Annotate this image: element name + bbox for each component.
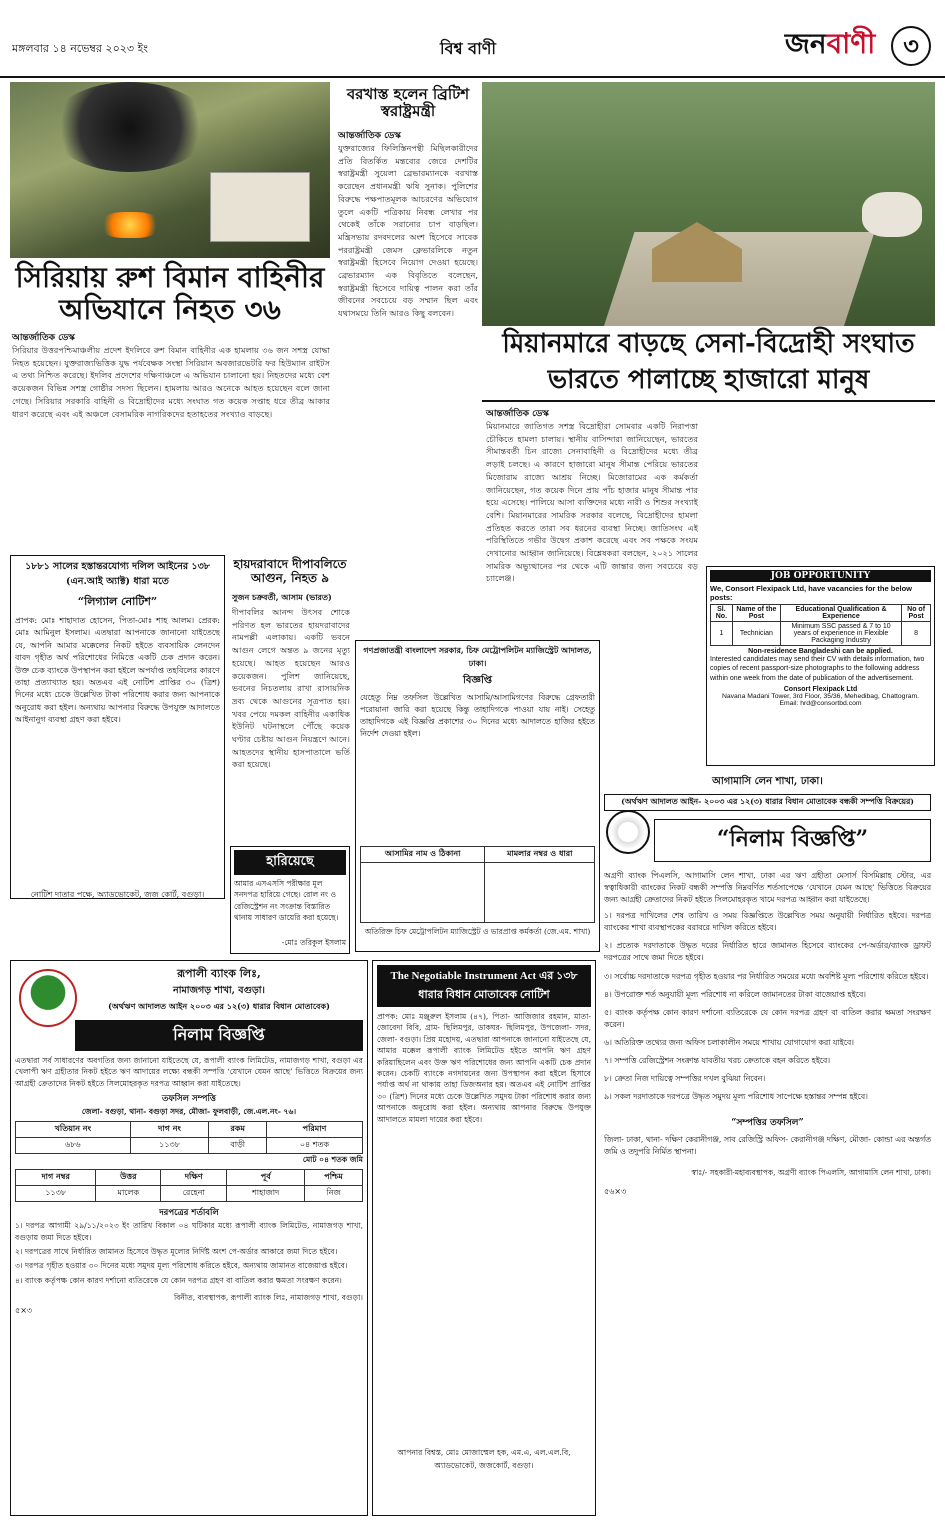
auction-signature: স্বাঃ/- সহকারী-মহাব্যবস্থাপক, অগ্রণী ব্যাংক পিএলসি, আগামাসি লেন শাখা, ঢাকা। — [691, 1168, 931, 1178]
condition-item: ৬। অতিরিক্ত তথ্যের জন্য অফিস চলাকালীন সময়ে শাখায় যোগাযোগ করা যাইবে। — [604, 1037, 854, 1047]
table-header: দক্ষিণ — [161, 1170, 227, 1186]
building — [210, 172, 310, 242]
syria-airstrike-photo — [10, 82, 330, 258]
term-item: ৪। ব্যাংক কর্তৃপক্ষ কোন কারণ দর্শানো ব্যতিরেকে যে কোন দরপত্র গ্রহণ বা বাতিল করার ক্ষমতা সংরক্ষণ করেন। — [15, 1275, 342, 1285]
logo-part-a: জন — [784, 27, 827, 60]
table-cell: রেহেনা — [161, 1186, 227, 1202]
job-email: Email: hrd@consortbd.com — [779, 700, 862, 708]
ni-act-body: প্রাপক: মোঃ মঞ্জুরুল ইসলাম (৪৭), পিতা- আজিজার রহমান, মাতা- জোবেদা বিবি, গ্রাম- ছিলিমপুর, ডাকঘর- ছিলিমপুর, উপজেলা- সদর, জেলা- বগুড়া। প্রিয় মহোদয়, এতদ্বারা আপনাকে জানানো যাইতেছে যে, আমার মক্কেল রূপালী ব্যাংক লিমিটেড হইতে আপনি ঋণ গ্রহণ করিয়াছিলেন এবং উক্ত ঋণ পরিশোধের জন্য আপনি একটি চেক প্রদান করেন। চেকটি ব্যাংকে নগদায়নের জন্য উপস্থাপন করা হইলে হিসাবে পর্যাপ্ত অর্থ না থাকায় তাহা ডিজঅনার হয়। অতএব এই নোটিশ প্রাপ্তির ৩০ (ত্রিশ) দিনের মধ্যে চেকে উল্লেখিত সমুদয় টাকা পরিশোধ করার জন্য আপনাকে অনুরোধ করা হইল। অন্যথায় আপনার বিরুদ্ধে উপযুক্ত আদালতে মামলা দায়ের করা হইবে। — [377, 1012, 591, 1124]
table-cell: ০৪ শতক — [267, 1138, 363, 1154]
auction-conditions — [604, 910, 931, 1103]
job-col-sl: Sl. No. — [711, 605, 733, 622]
rupali-terms — [15, 1220, 363, 1286]
rupali-body: এতদ্বারা সর্ব সাধারণের অবগতির জন্য জানানো যাইতেছে যে, রূপালী ব্যাংক লিমিটেড, নামাজগড় শাখা, বগুড়া এর খেলাপী ঋণ গ্রহীতার নিকট হইতে ঋণ আদায়ের লক্ষ্যে বন্ধকী সম্পত্তি ‘যেখানে যেমন আছে’ ভিত্তিতে বিক্রয়ের জন্য আগ্রহী ক্রেতাদের নিকট হইতে সিলমোহরকৃত দরপত্র আহ্বান করা যাইতেছে। — [15, 1056, 363, 1088]
rupali-district: জেলা- বগুড়া, থানা- বগুড়া সদর, মৌজা- ফুলবাড়ী, জে.এল.নং- ৭৬। — [81, 1107, 297, 1117]
table-header: পূর্ব — [227, 1170, 305, 1186]
job-company: Consort Flexipack Ltd — [783, 686, 858, 694]
uk-desk: আন্তর্জাতিক ডেস্ক — [338, 131, 401, 141]
table-cell — [485, 863, 595, 923]
condition-item: ৮। ক্রেতা নিজ দায়িত্বে সম্পত্তির দখল বুঝিয়া নিবেন। — [604, 1074, 766, 1084]
lost-notice-title: হারিয়েছে — [234, 850, 346, 875]
job-address: Navana Madani Tower, 3rd Floor, 35/36, Mehedibag, Chattogram. — [721, 693, 920, 701]
table-header: উত্তর — [96, 1170, 161, 1186]
job-col-count: No of Post — [902, 605, 931, 622]
newspaper-logo — [785, 22, 931, 69]
lost-notice-name: -মোঃ তরিকুল ইসলাম — [281, 938, 346, 947]
auction-act: (অর্থঋণ আদালত আইন- ২০০৩ এর ১২(৩) ধারার বিধান মোতাবেক বন্ধকী সম্পত্তি বিক্রয়ের) — [604, 794, 931, 811]
lost-notice-box — [230, 846, 350, 954]
legal-notice-footer: নোটিশ দাতার পক্ষে, অ্যাডভোকেট, জজ কোর্ট, বগুড়া। — [30, 890, 205, 899]
uk-body: যুক্তরাজ্যের ফিলিস্তিনপন্থী মিছিলকারীদের প্রতি বিতর্কিত মন্তব্যের জেরে দেশটির স্বরাষ্ট্রমন্ত্রী সুয়েলা ব্রেভারম্যানকে বরখাস্ত করেছেন প্রধানমন্ত্রী ঋষি সুনাক। পুলিশের বিরুদ্ধে পক্ষপাতমূলক আচরণের অভিযোগ তুলে একটি পত্রিকায় নিবন্ধ লেখার পর থেকেই তাঁকে সরানোর চাপ বাড়ছিল। মন্ত্রিসভায় রদবদলের অংশ হিসেবে সাবেক পররাষ্ট্রমন্ত্রী জেমস ক্লেভারলিকে নতুন স্বরাষ্ট্রমন্ত্রী হিসেবে নিয়োগ দেওয়া হয়েছে। ব্রেভারম্যান এক বিবৃতিতে বলেছেন, স্বরাষ্ট্রমন্ত্রী হিসেবে দায়িত্ব পালন করা তাঁর জীবনের সবচেয়ে বড় সম্মান ছিল এবং যথাসময়ে তিনি আরও কিছু বলবেন। — [338, 143, 478, 319]
court-name: গণপ্রজাতন্ত্রী বাংলাদেশ সরকার, চিফ মেট্রোপলিটন ম্যাজিস্ট্রেট আদালত, ঢাকা। — [363, 645, 592, 668]
ni-act-notice-box — [372, 960, 596, 1516]
syria-body: সিরিয়ার উত্তরপশ্চিমাঞ্চলীয় প্রদেশ ইদলিবে রুশ বিমান বাহিনীর এক হামলায় ৩৬ জন সশস্ত্র যোদ্ধা নিহত হয়েছেন। যুক্তরাজ্যভিত্তিক যুদ্ধ পর্যবেক্ষক সংস্থা সিরিয়ান অবজারভেটরি ফর হিউম্যান রাইটস এ তথ্য নিশ্চিত করেছে। ইদলিব প্রদেশের দক্ষিণাঞ্চলে এ অভিযান চালানো হয়। নিহতদের মধ্যে বেশ কয়েকজন বিভিন্ন সশস্ত্র গোষ্ঠীর সদস্য ছিলেন। হামলায় আরও অনেকে আহত হয়েছেন বলে জানা গেছে। সিরিয়ার সরকারি বাহিনী ও বিদ্রোহীদের মধ্যে সংঘাত গত কয়েক সপ্তাহ ধরে তীব্র আকার ধারণ করেছে এবং এই অঞ্চলে বেসামরিক নাগরিকদের হতাহতের সংখ্যাও বাড়ছে। — [12, 345, 330, 419]
term-item: ২। দরপত্রের সাথে নির্ধারিত জামানত হিসেবে উদ্ধৃত মূল্যের নির্দিষ্ট অংশ পে-অর্ডার আকারে জমা দিতে হইবে। — [15, 1246, 338, 1256]
court-signature: অতিরিক্ত চিফ মেট্রোপলিটন ম্যাজিস্ট্রেট ও ভারপ্রাপ্ত কর্মকর্তা (জে.এম. শাখা) — [364, 927, 591, 936]
table-header: আসামির নাম ও ঠিকানা — [361, 847, 485, 863]
court-notice-body: যেহেতু নিম্ন তফসিল উল্লেখিত আসামি/আসামিগণের বিরুদ্ধে গ্রেফতারী পরোয়ানা জারি করা হয়েছে কিন্তু তাহাদিগকে পাওয়া যায় নাই। সেহেতু তাহাদিগকে এই বিজ্ঞপ্তি প্রকাশের ৩০ দিনের মধ্যে আদালতে হাজির হইতে নির্দেশ দেওয়া হইল। — [360, 693, 595, 739]
table-cell: ১১৩৮ — [130, 1138, 209, 1154]
rupali-schedule-title: তফসিল সম্পত্তি — [162, 1094, 216, 1105]
rupali-terms-title: দরপত্রের শর্তাবলি — [159, 1208, 219, 1219]
job-cell-post: Technician — [732, 622, 780, 646]
fire-flame — [100, 212, 160, 238]
job-intro: We, Consort Flexipack Ltd, have vacancies for the below posts: — [710, 584, 913, 602]
job-instructions: Interested candidates may send their CV with details information, two copies of recent passport-size photographs to the following address within one week from the date of publication of the advertisement. — [710, 656, 925, 682]
job-cell-sl: 1 — [711, 622, 733, 646]
section-title: বিশ্ব বাণী — [440, 39, 496, 58]
myanmar-body: মিয়ানমারে জাতিগত সশস্ত্র বিদ্রোহীরা সোমবার একটি নিরাপত্তা চৌকিতে হামলা চালায়। স্থানীয় বাসিন্দারা জানিয়েছেন, ভারতের সীমান্তবর্তী চিন রাজ্যে সেনাবাহিনী ও বিদ্রোহীদের মধ্যে তীব্র লড়াই চলছে। এ কারণে হাজারো মানুষ সীমান্ত পেরিয়ে ভারতের মিজোরাম রাজ্যে আশ্রয় নিচ্ছে। মিজোরামের এক কর্মকর্তা জানিয়েছেন, গত কয়েক দিনে প্রায় পাঁচ হাজার মানুষ সীমান্ত পার হয়ে এসেছে। পালিয়ে আসা ব্যক্তিদের মধ্যে নারী ও শিশুর সংখ্যাই বেশি। মিয়ানমারের সামরিক সরকার বলেছে, বিদ্রোহীদের হামলা প্রতিহত করতে তারা সব ধরনের ব্যবস্থা নিচ্ছে। জাতিসংঘ এই পরিস্থিতিতে গভীর উদ্বেগ প্রকাশ করেছে এবং সব পক্ষকে সংযম দেখানোর আহ্বান জানিয়েছে। বিশ্লেষকরা বলছেন, ২০২১ সালের সামরিক অভ্যুত্থানের পর থেকে এটি জান্তার জন্য সবচেয়ে বড় চ্যালেঞ্জ। — [486, 421, 698, 584]
table-header: পরিমাণ — [267, 1122, 363, 1138]
condition-item: ২। প্রত্যেক দরদাতাকে উদ্ধৃত দরের নির্ধারিত হারে জামানত হিসেবে ব্যাংকের পে-অর্ডার/ব্যাংক ড্রাফট দরপত্রের সাথে জমা দিতে হইবে। — [604, 941, 931, 963]
table-cell: মালেক — [96, 1186, 161, 1202]
divider — [482, 400, 935, 402]
rupali-total: মোট ০৪ শতক জমি — [302, 1155, 363, 1165]
rupali-boundary-table — [15, 1169, 363, 1202]
hyderabad-byline: সুজন চক্রবর্তী, আসাম (ভারত) — [232, 592, 332, 602]
table-cell: শাহাজাদ — [227, 1186, 305, 1202]
carried-sack — [862, 192, 922, 237]
myanmar-headline-2: ভারতে পালাচ্ছে হাজারো মানুষ — [547, 365, 870, 395]
auction-big-box — [600, 770, 935, 1514]
court-notice-title: বিজ্ঞপ্তি — [462, 675, 493, 686]
auction-branch: আগামাসি লেন শাখা, ঢাকা। — [712, 776, 823, 787]
issue-date: মঙ্গলবার ১৪ নভেম্বর ২০২৩ ইং — [12, 42, 149, 55]
court-notice-box — [355, 640, 600, 952]
legal-notice-box — [10, 555, 225, 899]
job-banner: JOB OPPORTUNITY — [710, 570, 931, 582]
condition-item: ৯। সকল দরদাতাকে দরপত্রে উদ্ধৃত সমুদয় মূল্য পরিশোধ সাপেক্ষে হস্তান্তর সম্পন্ন হইবে। — [604, 1092, 868, 1102]
job-table — [710, 604, 931, 646]
myanmar-desk: আন্তর্জাতিক ডেস্ক — [486, 409, 549, 419]
smoke-cloud — [50, 82, 210, 172]
page-number: ৩ — [891, 26, 931, 66]
rupali-bank-name: রূপালী ব্যাংক লিঃ, — [177, 967, 261, 980]
rupali-auction-box — [10, 960, 368, 1516]
uk-headline: বরখাস্ত হলেন ব্রিটিশ স্বরাষ্ট্রমন্ত্রী — [346, 85, 470, 121]
condition-item: ৪। উপরোক্ত শর্ত অনুযায়ী মূল্য পরিশোধ না করিলে জামানতের টাকা বাজেয়াপ্ত হইবে। — [604, 989, 866, 999]
table-header: পশ্চিম — [305, 1170, 363, 1186]
rupali-page-code: ৫×৩ — [15, 1306, 33, 1316]
job-col-post: Name of the Post — [732, 605, 780, 622]
schedule-body: জিলা- ঢাকা, থানা- দক্ষিণ কেরানীগঞ্জ, সাব রেজিস্ট্রি অফিস- কেরানীগঞ্জ দক্ষিণ, মৌজা- কোন্ডা এর অন্তর্গত জমি ও তদুপরি নির্মিত স্থাপনা। — [604, 1135, 931, 1157]
accused-table — [360, 846, 595, 923]
term-item: ৩। দরপত্র গৃহীত হওয়ার ৩০ দিনের মধ্যে সমুদয় মূল্য পরিশোধ করিতে হইবে, অন্যথায় জামানত বাজেয়াপ্ত হইবে। — [15, 1261, 348, 1271]
hut — [652, 222, 742, 282]
legal-notice-subtitle: “লিগ্যাল নোটিশ” — [77, 595, 158, 608]
table-cell: বাড়ী — [209, 1138, 267, 1154]
table-header: খতিয়ান নং — [16, 1122, 131, 1138]
myanmar-headline-1: মিয়ানমারে বাড়ছে সেনা-বিদ্রোহী সংঘাত — [502, 329, 915, 359]
table-cell: নিজ — [305, 1186, 363, 1202]
table-cell: ১১৩৮ — [16, 1186, 96, 1202]
masthead — [0, 0, 945, 78]
myanmar-refugees-photo — [482, 82, 935, 326]
auction-page-code: ৫৬×৩ — [604, 1187, 627, 1197]
job-col-qualification: Educational Qualification & Experience — [780, 605, 901, 622]
table-header: রকম — [209, 1122, 267, 1138]
job-cell-qualification: Minimum SSC passed & 7 to 10 years of experience in Flexible Packaging Industry — [780, 622, 901, 646]
rupali-branch: নামাজগড় শাখা, বগুড়া। — [173, 985, 265, 996]
term-item: ১। দরপত্র আগামী ২৯/১১/২০২৩ ইং তারিখ বিকাল ০৪ ঘটিকার মধ্যে রূপালী ব্যাংক লিমিটেড, নামাজগড় শাখা, বগুড়ায় জমা দিতে হইবে। — [15, 1221, 363, 1242]
table-cell — [361, 863, 485, 923]
rupali-bank-logo-icon — [19, 969, 77, 1027]
legal-notice-title: ১৮৮১ সালের হস্তান্তরযোগ্য দলিল আইনের ১৩৮ (এন.আই অ্যাক্ট) ধারা মতে — [25, 561, 210, 587]
ni-act-signature: আপনার বিশ্বস্ত, মোঃ মোজাম্মেল হক, এম.এ, এল.এল.বি, অ্যাডভোকেট, জজকোর্ট, বগুড়া। — [397, 1448, 571, 1470]
syria-headline: সিরিয়ায় রুশ বিমান বাহিনীর অভিযানে নিহত ৩৬ — [15, 261, 325, 327]
condition-item: ১। দরপত্র দাখিলের শেষ তারিখ ও সময় বিজ্ঞপ্তিতে উল্লেখিত সময় অনুযায়ী নির্ধারিত হইবে। দরপত্র ব্যাংকের শাখা ব্যবস্থাপকের বরাবরে দাখিল করিতে হইবে। — [604, 911, 931, 933]
table-header: দাগ নম্বর — [16, 1170, 96, 1186]
auction-title: “নিলাম বিজ্ঞপ্তি” — [654, 819, 931, 862]
job-cell-count: 8 — [902, 622, 931, 646]
rupali-land-table — [15, 1121, 363, 1154]
rupali-title: নিলাম বিজ্ঞপ্তি — [75, 1020, 363, 1051]
condition-item: ৫। ব্যাংক কর্তৃপক্ষ কোন কারণ দর্শানো ব্যতিরেকে যে কোন দরপত্র গ্রহণ বা বাতিল করার ক্ষমতা সংরক্ষণ করেন। — [604, 1007, 931, 1029]
rupali-act: (অর্থঋণ আদালত আইন ২০০৩ এর ১২(৩) ধারার বিধান মোতাবেক) — [108, 1001, 330, 1011]
job-ad-box — [706, 566, 935, 766]
schedule-title: “সম্পত্তির তফসিল” — [731, 1118, 804, 1129]
table-header: দাগ নং — [130, 1122, 209, 1138]
auction-body: অগ্রণী ব্যাংক পিএলসি, আগামাসি লেন শাখা, ঢাকা এর ঋণ গ্রহীতা মেসার্স বিসমিল্লাহ স্টোর, এর স্বত্বাধিকারী ব্যাংকের নিকট বন্ধকী সম্পত্তি নিম্নবর্ণিত শর্তসাপেক্ষে ‘যেখানে যেমন আছে’ ভিত্তিতে বিক্রয়ের জন্য আগ্রহী ক্রেতাদের নিকট হইতে সিলমোহরকৃত খামে দরপত্র আহ্বান করা যাইতেছে। — [604, 871, 931, 905]
logo-part-b: বাণী — [826, 27, 876, 60]
ni-act-title: The Negotiable Instrument Act এর ১৩৮ ধারার বিধান মোতাবেক নোটিশ — [377, 965, 591, 1007]
lost-notice-body: আমার এসএসসি পরীক্ষার মূল সনদপত্র হারিয়ে গেছে। রোল নং ও রেজিস্ট্রেশন নং সংক্রান্ত বিস্তারিত থানায় সাধারণ ডায়েরি করা হয়েছে। — [234, 879, 339, 922]
table-cell: ৬৮৬ — [16, 1138, 131, 1154]
hyderabad-body: দীপাবলির আনন্দ উৎসব শোকে পরিণত হল ভারতের হায়দরাবাদের নামপল্লী এলাকায়। একটি ভবনে আগুন লেগে অন্তত ৯ জনের মৃত্যু হয়েছে। আহত হয়েছেন আরও কয়েকজন। পুলিশ জানিয়েছে, ভবনের নিচতলায় রাখা রাসায়নিক দ্রব্য থেকে আগুনের সূত্রপাত হয়। খবর পেয়ে দমকল বাহিনীর একাধিক ইউনিট ঘটনাস্থলে পৌঁছে কয়েক ঘণ্টার চেষ্টায় আগুন নিয়ন্ত্রণে আনে। আহতদের স্থানীয় হাসপাতালে ভর্তি করা হয়েছে। — [232, 607, 350, 770]
condition-item: ৭। সম্পত্তি রেজিস্ট্রেশন সংক্রান্ত যাবতীয় খরচ ক্রেতাকে বহন করিতে হইবে। — [604, 1055, 831, 1065]
hyderabad-headline: হায়দরাবাদে দীপাবলিতে আগুন, নিহত ৯ — [233, 557, 347, 585]
bank-logo-icon — [606, 810, 650, 854]
job-note: Non-residence Bangladeshi can be applied. — [748, 648, 893, 655]
rupali-signature: বিনীত, ব্যবস্থাপক, রূপালী ব্যাংক লিঃ, নামাজগড় শাখা, বগুড়া। — [173, 1293, 363, 1303]
condition-item: ৩। সর্বোচ্চ দরদাতাকে দরপত্র গৃহীত হওয়ার পর নির্ধারিত সময়ের মধ্যে অবশিষ্ট মূল্য পরিশোধ করিতে হইবে। — [604, 971, 929, 981]
table-header: মামলার নম্বর ও ধারা — [485, 847, 595, 863]
legal-notice-body: প্রাপক: মোঃ শাহাদাত হোসেন, পিতা-মোঃ শাহ আলম। প্রেরক: মোঃ আমিনুল ইসলাম। এতদ্বারা আপনাকে জানানো যাইতেছে যে, আপনি আমার মক্কেলের নিকট হইতে ব্যবসায়িক লেনদেন বাবদ গৃহীত অর্থ পরিশোধের নিমিত্তে একটি চেক প্রদান করেন। উক্ত চেক ব্যাংকে উপস্থাপন করা হইলে অপর্যাপ্ত তহবিলের কারণে তাহা প্রত্যাখ্যাত হয়। অতএব এই নোটিশ প্রাপ্তির ৩০ (ত্রিশ) দিনের মধ্যে চেকে উল্লেখিত টাকা পরিশোধ করার জন্য আপনাকে অনুরোধ করা হইল। অন্যথায় আপনার বিরুদ্ধে উপযুক্ত আদালতে আইনানুগ ব্যবস্থা গ্রহণ করা হইবে। — [15, 616, 220, 725]
syria-desk: আন্তর্জাতিক ডেস্ক — [12, 333, 75, 343]
